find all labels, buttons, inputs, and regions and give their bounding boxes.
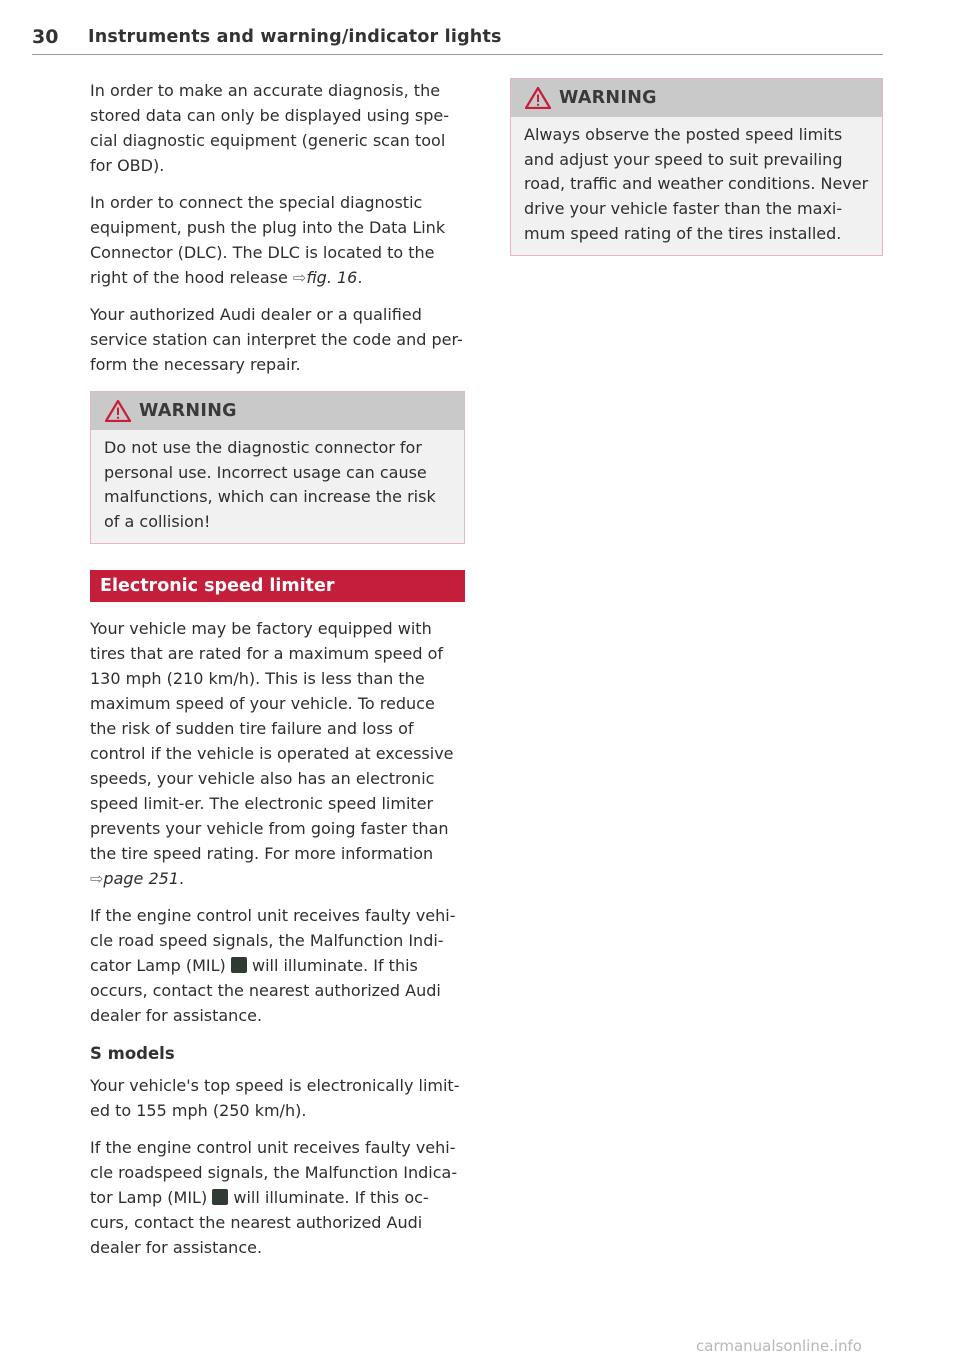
paragraph-speed-limiter-text: Your vehicle may be factory equipped with tires that are rated for a maximum speed of 130 mph (210 km/h). This is less than the maximum speed of your vehicle. To reduce the risk of sudden tire failure and loss of control if the vehicle is operated at excessive speeds, your vehicle also has an electronic speed limit-er. The electronic speed limiter prevents your vehicle from going faster than the tire speed rating. For more information: [90, 618, 454, 863]
paragraph-mil-1-before: If the engine control unit receives faulty vehi-cle road speed signals, the Malfunction Indi-cator Lamp (MIL): [90, 905, 456, 975]
warning-box-speed: [510, 78, 883, 256]
left-column: [90, 78, 465, 1260]
warning-body: [511, 117, 882, 255]
warning-header: [511, 79, 882, 117]
paragraph-mil-1: [90, 903, 465, 1028]
right-column: [510, 78, 883, 256]
paragraph-mil-2-before: If the engine control unit receives faulty vehi-cle roadspeed signals, the Malfunction Indica-tor Lamp (MIL): [90, 1137, 458, 1207]
warning-title: WARNING: [559, 88, 657, 108]
paragraph-speed-limiter: [90, 616, 465, 891]
page-header: [32, 24, 883, 55]
warning-title: WARNING: [139, 401, 237, 421]
paragraph-mil-2: [90, 1135, 465, 1260]
page-link[interactable]: page 251: [103, 868, 179, 888]
section-heading-speed-limiter: Electronic speed limiter: [90, 570, 465, 602]
watermark: carmanualsonline.info: [696, 1337, 862, 1355]
warning-text: Always observe the posted speed limits and adjust your speed to suit prevailing road, traffic and weather conditions. Never drive your vehicle faster than the maxi-mum speed rating of the tires installed.: [524, 125, 869, 243]
figure-link[interactable]: fig. 16: [306, 268, 358, 287]
arrow-right-icon: ⇨: [90, 868, 104, 888]
paragraph-mil-2-after: will illuminate. If this oc-curs, contact the nearest authorized Audi dealer for assistance.: [90, 1187, 429, 1257]
paragraph-connect: [90, 190, 465, 290]
paragraph-connect-text: In order to connect the special diagnostic equipment, push the plug into the Data Link Connector (DLC). The DLC is located to the right of the hood release: [90, 193, 446, 287]
warning-text: Do not use the diagnostic connector for personal use. Incorrect usage can cause malfunctions, which can increase the risk of a collision!: [104, 438, 436, 532]
paragraph-connect-end: .: [357, 268, 363, 287]
paragraph-mil-1-after: will illuminate. If this occurs, contact the nearest authorized Audi dealer for assistance.: [90, 955, 441, 1025]
sub-heading-s-models: S models: [90, 1043, 175, 1063]
page-number: 30: [32, 26, 59, 48]
paragraph-diagnosis: In order to make an accurate diagnosis, the stored data can only be displayed using spe-cial diagnostic equipment (generic scan tool for OBD).: [90, 81, 449, 175]
warning-triangle-icon: [105, 400, 131, 422]
malfunction-indicator-lamp-icon: [231, 957, 247, 973]
arrow-right-icon: ⇨: [292, 268, 307, 287]
warning-body: [91, 430, 464, 543]
paragraph-dealer: Your authorized Audi dealer or a qualified service station can interpret the code and per-form the necessary repair.: [90, 305, 463, 374]
warning-triangle-icon: [525, 87, 551, 109]
warning-box-diagnostic: [90, 391, 465, 544]
warning-header: [91, 392, 464, 430]
paragraph-s-models: Your vehicle's top speed is electronically limit-ed to 155 mph (250 km/h).: [90, 1075, 460, 1120]
malfunction-indicator-lamp-icon: [212, 1189, 228, 1205]
paragraph-speed-limiter-end: .: [179, 868, 185, 888]
section-title: Instruments and warning/indicator lights: [88, 27, 502, 47]
